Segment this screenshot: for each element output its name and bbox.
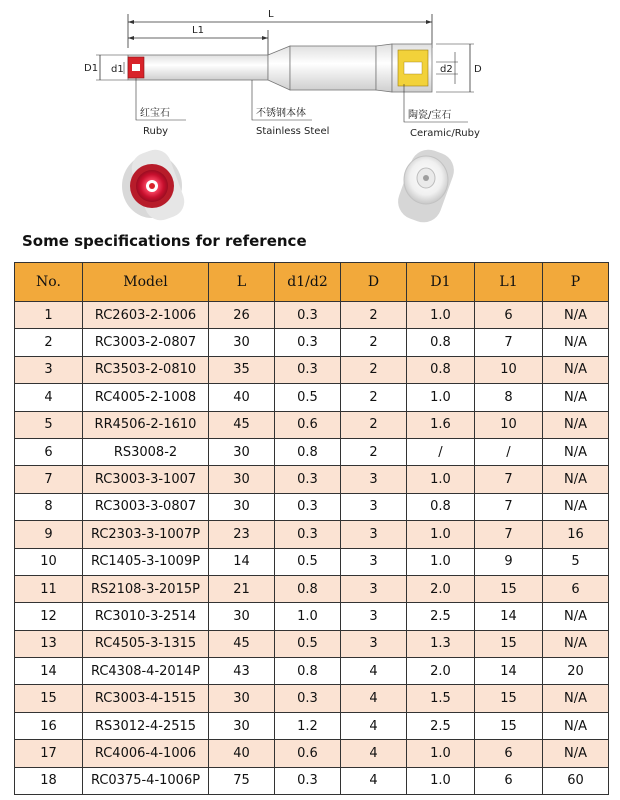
cell-l: 45	[209, 411, 275, 438]
cell-d1: 1.5	[407, 685, 475, 712]
cell-l: 30	[209, 329, 275, 356]
nozzle-diagram	[0, 0, 620, 228]
cell-p: N/A	[543, 411, 609, 438]
cell-p: N/A	[543, 685, 609, 712]
cell-l1: 6	[475, 767, 543, 794]
cell-model: RC3503-2-0810	[83, 356, 209, 383]
cell-l: 75	[209, 767, 275, 794]
spec-table	[14, 262, 609, 795]
cell-l: 30	[209, 685, 275, 712]
cell-d1: 1.0	[407, 767, 475, 794]
table-row	[15, 521, 609, 548]
callout-steel-cn: 不锈钢本体	[256, 108, 306, 119]
cell-d1: 0.8	[407, 356, 475, 383]
cell-d1: 2.0	[407, 658, 475, 685]
nozzle-drawing	[0, 0, 620, 228]
cell-model: RC4006-4-1006	[83, 740, 209, 767]
col-no-header: No.	[15, 263, 83, 302]
cell-d1: 2.5	[407, 603, 475, 630]
cell-no: 13	[15, 630, 83, 657]
ruby-tip	[128, 57, 144, 78]
cell-model: RC4308-4-2014P	[83, 658, 209, 685]
cell-model: RC3003-4-1515	[83, 685, 209, 712]
cell-no: 1	[15, 302, 83, 329]
cell-d1: 1.0	[407, 384, 475, 411]
cell-no: 12	[15, 603, 83, 630]
cell-d1d2: 0.8	[275, 575, 341, 602]
cell-model: RC4505-3-1315	[83, 630, 209, 657]
cell-d: 2	[341, 356, 407, 383]
callout-ceramic-cn: 陶瓷/宝石	[408, 110, 452, 121]
cell-d: 4	[341, 712, 407, 739]
table-row	[15, 466, 609, 493]
cell-model: RC0375-4-1006P	[83, 767, 209, 794]
cell-d1: /	[407, 438, 475, 465]
cell-l: 35	[209, 356, 275, 383]
col-model-header: Model	[83, 263, 209, 302]
col-d-header: D	[341, 263, 407, 302]
cell-model: RC4005-2-1008	[83, 384, 209, 411]
dimension-d2-D	[436, 44, 482, 92]
cell-no: 6	[15, 438, 83, 465]
cell-no: 18	[15, 767, 83, 794]
cell-no: 8	[15, 493, 83, 520]
table-row	[15, 384, 609, 411]
cell-model: RC2603-2-1006	[83, 302, 209, 329]
cell-no: 17	[15, 740, 83, 767]
dimension-D1	[84, 55, 128, 80]
cell-d1d2: 0.3	[275, 329, 341, 356]
cell-l: 40	[209, 384, 275, 411]
callout-steel-en: Stainless Steel	[256, 126, 330, 137]
table-row	[15, 658, 609, 685]
cell-no: 9	[15, 521, 83, 548]
dim-d2-label: d2	[440, 64, 453, 75]
cell-d: 3	[341, 466, 407, 493]
cell-d: 4	[341, 685, 407, 712]
cell-d1: 0.8	[407, 493, 475, 520]
table-row	[15, 411, 609, 438]
dim-d1-label: d1	[111, 64, 124, 75]
table-row	[15, 712, 609, 739]
table-row	[15, 329, 609, 356]
table-row	[15, 767, 609, 794]
cell-no: 11	[15, 575, 83, 602]
cell-d1: 0.8	[407, 329, 475, 356]
cell-no: 2	[15, 329, 83, 356]
cell-d: 3	[341, 603, 407, 630]
cell-l: 43	[209, 658, 275, 685]
cell-no: 3	[15, 356, 83, 383]
cell-no: 5	[15, 411, 83, 438]
cell-no: 4	[15, 384, 83, 411]
cell-model: RS3008-2	[83, 438, 209, 465]
table-row	[15, 548, 609, 575]
cell-l1: 7	[475, 521, 543, 548]
table-row	[15, 302, 609, 329]
cell-p: N/A	[543, 329, 609, 356]
cell-l: 30	[209, 603, 275, 630]
cell-l: 21	[209, 575, 275, 602]
cell-d: 3	[341, 575, 407, 602]
table-row	[15, 493, 609, 520]
cell-l1: 6	[475, 740, 543, 767]
cell-d1d2: 0.3	[275, 521, 341, 548]
cell-d1d2: 0.3	[275, 356, 341, 383]
callout-ruby-cn: 红宝石	[140, 108, 170, 119]
cell-l: 30	[209, 712, 275, 739]
cell-p: N/A	[543, 356, 609, 383]
cell-model: RC3003-3-1007	[83, 466, 209, 493]
ceramic-photo	[393, 145, 459, 228]
cell-d1: 1.0	[407, 302, 475, 329]
cell-d1d2: 0.3	[275, 767, 341, 794]
dimension-L1	[128, 25, 268, 56]
cell-d1d2: 1.2	[275, 712, 341, 739]
cell-d: 3	[341, 493, 407, 520]
cell-l1: 10	[475, 411, 543, 438]
cell-model: RC1405-3-1009P	[83, 548, 209, 575]
cell-d1d2: 0.6	[275, 740, 341, 767]
cell-d1d2: 1.0	[275, 603, 341, 630]
cell-d1: 1.0	[407, 466, 475, 493]
cell-l1: 7	[475, 493, 543, 520]
cell-l: 26	[209, 302, 275, 329]
cell-l1: 14	[475, 603, 543, 630]
table-body	[15, 302, 609, 795]
cell-d1: 1.3	[407, 630, 475, 657]
cell-d1: 1.6	[407, 411, 475, 438]
col-l-header: L	[209, 263, 275, 302]
section-title: Some specifications for reference	[22, 232, 307, 250]
cell-p: N/A	[543, 712, 609, 739]
cell-p: 20	[543, 658, 609, 685]
cell-l1: 15	[475, 630, 543, 657]
cell-l1: 14	[475, 658, 543, 685]
dim-D-label: D	[474, 64, 482, 75]
cell-d: 4	[341, 658, 407, 685]
cell-d1d2: 0.3	[275, 493, 341, 520]
cell-p: N/A	[543, 603, 609, 630]
cell-l1: 10	[475, 356, 543, 383]
cell-d: 2	[341, 411, 407, 438]
cell-p: N/A	[543, 384, 609, 411]
cell-d1d2: 0.5	[275, 548, 341, 575]
dim-D1-label: D1	[84, 63, 99, 74]
cell-model: RC3003-3-0807	[83, 493, 209, 520]
col-d1d2-header: d1/d2	[275, 263, 341, 302]
cell-p: N/A	[543, 302, 609, 329]
cell-d1d2: 0.3	[275, 302, 341, 329]
cell-no: 10	[15, 548, 83, 575]
cell-d1d2: 0.3	[275, 466, 341, 493]
ceramic-insert	[398, 50, 428, 86]
cell-d1d2: 0.8	[275, 658, 341, 685]
cell-l: 30	[209, 438, 275, 465]
col-p-header: P	[543, 263, 609, 302]
cell-d: 3	[341, 630, 407, 657]
cell-d1d2: 0.3	[275, 685, 341, 712]
cell-l: 30	[209, 493, 275, 520]
dim-L-label: L	[268, 9, 274, 20]
col-l1-header: L1	[475, 263, 543, 302]
cell-l1: 8	[475, 384, 543, 411]
cell-no: 14	[15, 658, 83, 685]
cell-p: 16	[543, 521, 609, 548]
cell-p: 5	[543, 548, 609, 575]
cell-l: 40	[209, 740, 275, 767]
cell-model: RR4506-2-1610	[83, 411, 209, 438]
cell-p: N/A	[543, 493, 609, 520]
table-row	[15, 630, 609, 657]
cell-d: 2	[341, 329, 407, 356]
dim-L1-label: L1	[192, 25, 204, 36]
cell-no: 15	[15, 685, 83, 712]
cell-l: 30	[209, 466, 275, 493]
cell-d1d2: 0.5	[275, 630, 341, 657]
callout-ruby-en: Ruby	[143, 126, 169, 137]
cell-model: RC3003-2-0807	[83, 329, 209, 356]
cell-model: RC3010-3-2514	[83, 603, 209, 630]
cell-model: RS2108-3-2015P	[83, 575, 209, 602]
cell-l1: /	[475, 438, 543, 465]
cell-d1d2: 0.6	[275, 411, 341, 438]
cell-d: 3	[341, 521, 407, 548]
table-header-row	[15, 263, 609, 302]
table-row	[15, 438, 609, 465]
cell-p: 6	[543, 575, 609, 602]
cell-d: 3	[341, 548, 407, 575]
cell-d1d2: 0.8	[275, 438, 341, 465]
cell-d1d2: 0.5	[275, 384, 341, 411]
cell-d: 2	[341, 384, 407, 411]
cell-model: RC2303-3-1007P	[83, 521, 209, 548]
cell-d1: 2.0	[407, 575, 475, 602]
cell-l1: 9	[475, 548, 543, 575]
cell-l1: 15	[475, 685, 543, 712]
cell-l: 23	[209, 521, 275, 548]
cell-no: 7	[15, 466, 83, 493]
cell-d: 4	[341, 740, 407, 767]
cell-d1: 2.5	[407, 712, 475, 739]
table-row	[15, 740, 609, 767]
cell-l1: 6	[475, 302, 543, 329]
cell-d: 2	[341, 302, 407, 329]
cell-d1: 1.0	[407, 548, 475, 575]
cell-d1: 1.0	[407, 521, 475, 548]
ruby-photo	[122, 145, 189, 224]
cell-l1: 15	[475, 575, 543, 602]
cell-model: RS3012-4-2515	[83, 712, 209, 739]
cell-d: 2	[341, 438, 407, 465]
cell-l: 14	[209, 548, 275, 575]
dimension-L	[128, 9, 432, 48]
cell-l1: 15	[475, 712, 543, 739]
cell-p: 60	[543, 767, 609, 794]
cell-p: N/A	[543, 740, 609, 767]
callout-ceramic-en: Ceramic/Ruby	[410, 128, 480, 139]
cell-p: N/A	[543, 438, 609, 465]
table-row	[15, 685, 609, 712]
table-row	[15, 575, 609, 602]
table-row	[15, 603, 609, 630]
col-d1-header: D1	[407, 263, 475, 302]
cell-l: 45	[209, 630, 275, 657]
cell-l1: 7	[475, 329, 543, 356]
nozzle-body	[128, 44, 432, 92]
cell-p: N/A	[543, 630, 609, 657]
table-row	[15, 356, 609, 383]
cell-p: N/A	[543, 466, 609, 493]
cell-l1: 7	[475, 466, 543, 493]
cell-d1: 1.0	[407, 740, 475, 767]
cell-d: 4	[341, 767, 407, 794]
cell-no: 16	[15, 712, 83, 739]
